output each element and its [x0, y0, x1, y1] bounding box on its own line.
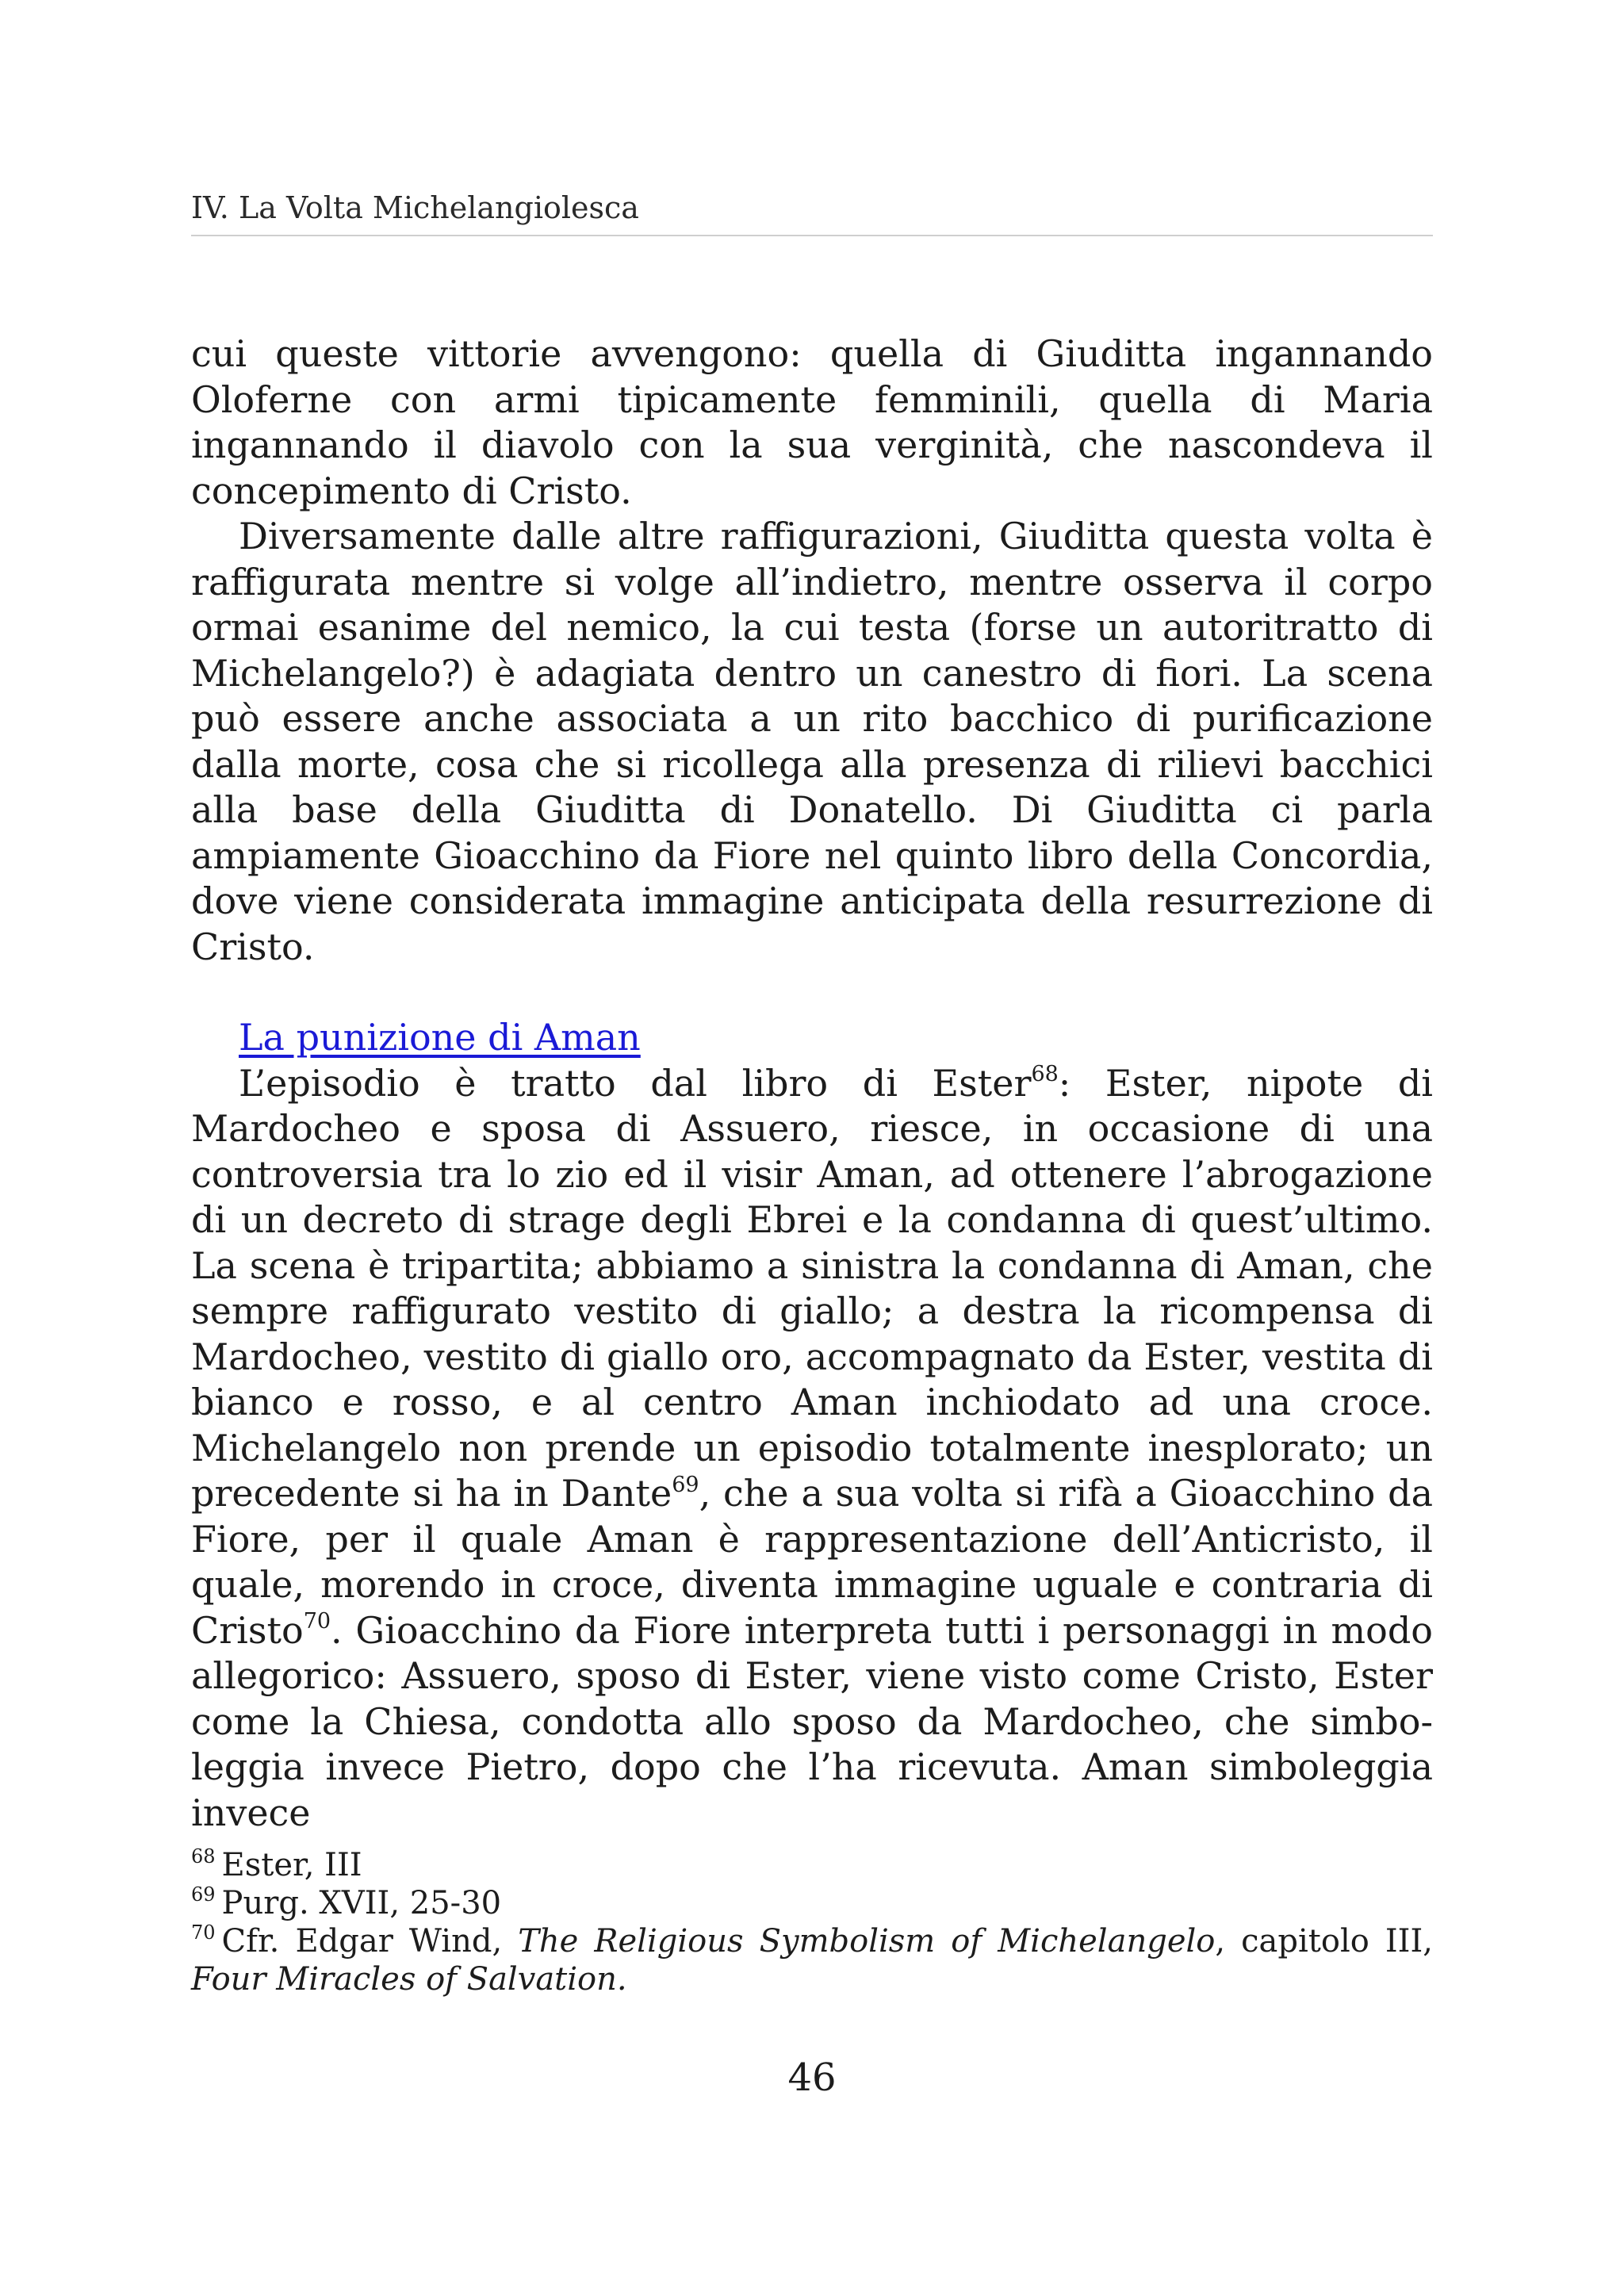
- footnote-69: [191, 1884, 1433, 1922]
- paragraph-continuation: cui queste vittorie avvengono: quella di Giuditta ingannando Oloferne con armi tipicamente femminili, quella di Maria ingannando il diavolo con la sua verginità, che nascondeva il concepimento di Cristo.: [191, 332, 1433, 512]
- footnote-ref-70[interactable]: 70: [303, 1609, 331, 1634]
- footnote-68: [191, 1846, 1433, 1884]
- page-number: 46: [787, 2055, 837, 2100]
- footnote-text: Purg. XVII, 25-30: [221, 1885, 502, 1921]
- footnote-ref-69[interactable]: 69: [672, 1472, 699, 1497]
- main-text: [191, 331, 1433, 1836]
- paragraph-aman: [191, 1061, 1433, 1837]
- running-header: [191, 184, 1433, 236]
- footnote-text: Cfr. Edgar Wind,: [221, 1923, 519, 1960]
- footnote-ref-68[interactable]: 68: [1031, 1062, 1059, 1087]
- text-segment: L’episodio è tratto dal libro di Ester: [239, 1061, 1032, 1105]
- text-segment: , che a sua volta si rifà a Gioacchino da Fiore, per il quale Aman è rappresentazione dell’Anticristo, il quale, morendo in croce, diventa immagine uguale e contraria di Cristo: [191, 1472, 1434, 1652]
- section-heading-link[interactable]: La punizione di Aman: [239, 1016, 641, 1059]
- text-segment: : Ester, nipote di Mardocheo e sposa di Assuero, riesce, in occasione di una controversia tra lo zio ed il visir Aman, ad ottenere l’abrogazione di un decreto di strage degli Ebrei e la condanna di quest’ultimo. La scena è tripartita; abbiamo a sinistra la condanna di Aman, che sempre raffigurato vestito di giallo; a destra la ricompensa di Mardocheo, vestito di giallo oro, accompagnato da Ester, vestita di bianco e rosso, e al centro Aman inchiodato ad una croce. Michelangelo non prende un episodio totalmente inesplorato; un precedente si ha in Dante: [191, 1061, 1433, 1515]
- footnote-number: 68: [191, 1845, 216, 1868]
- footnote-text: , capitolo III,: [1215, 1923, 1433, 1960]
- footnote-text: Ester, III: [221, 1847, 362, 1883]
- paragraph-giuditta: Diversamente dalle altre raffigurazioni, Giuditta questa volta è raffigurata mentre si volge all’indietro, mentre osserva il corpo ormai esanime del nemico, la cui testa (forse un autoritratto di Michelangelo?) è adagiata dentro un canestro di fiori. La scena può essere anche associata a un rito bacchico di purificazione dalla morte, cosa che si ricollega alla presenza di rilievi bacchici alla base della Giuditta di Donatello. Di Giuditta ci parla ampiamente Gioacchino da Fiore nel quinto libro della Concordia, dove viene considerata immagine anticipata della resurrezione di Cristo.: [191, 515, 1433, 968]
- footnote-70: [191, 1922, 1433, 1998]
- footnote-chapter-title: Four Miracles of Salvation.: [191, 1961, 627, 1998]
- running-title: IV. La Volta Michelangiolesca: [191, 190, 639, 225]
- section-heading: [191, 1015, 1433, 1061]
- footnote-number: 69: [191, 1883, 216, 1906]
- footnotes: [191, 1846, 1433, 1998]
- footnote-number: 70: [191, 1921, 216, 1944]
- text-segment: . Gioacchino da Fiore interpreta tutti i personaggi in modo allegorico: Assuero, sposo di Ester, viene visto come Cristo, Ester come la Chiesa, condotta allo sposo da Mardocheo, che simboleggia invece Pietro, dopo che l’ha ricevuta. Aman simboleggia invece: [191, 1608, 1433, 1834]
- footnote-book-title: The Religious Symbolism of Michelangelo: [518, 1923, 1216, 1960]
